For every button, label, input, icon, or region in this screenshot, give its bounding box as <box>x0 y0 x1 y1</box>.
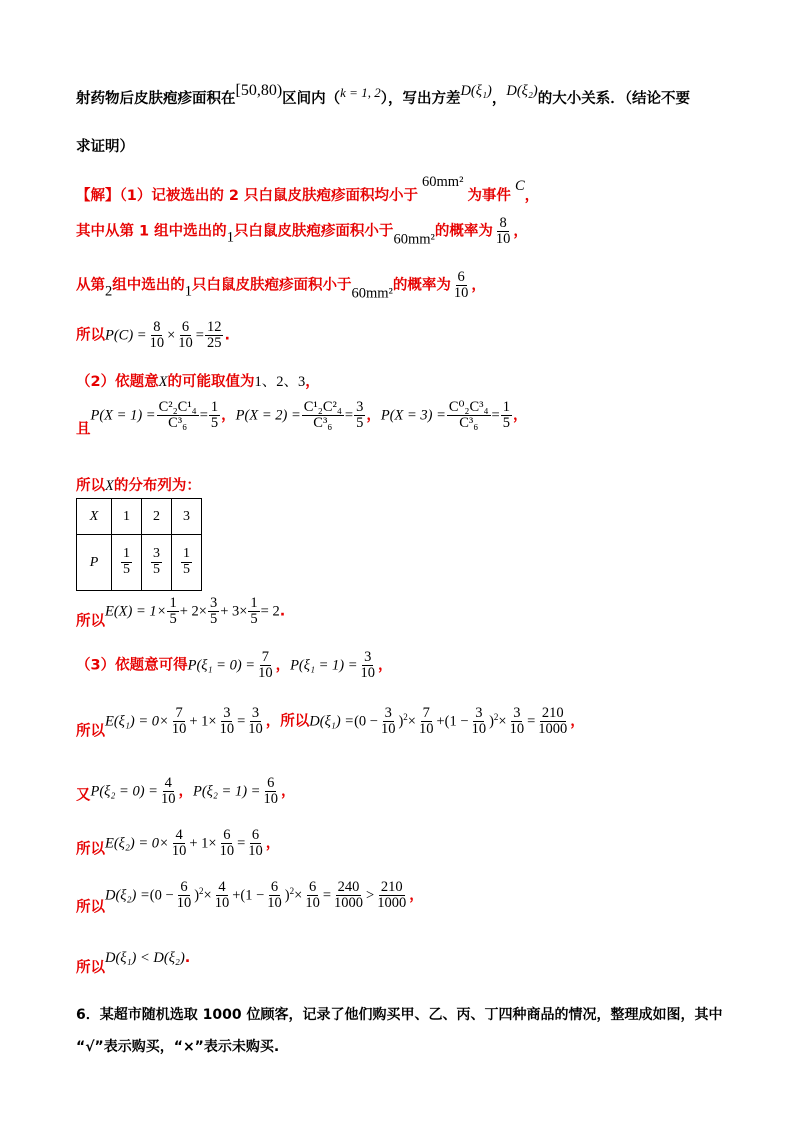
solution-part2-intro <box>76 370 320 391</box>
unit: 60mm² <box>422 174 464 190</box>
text: 所以 <box>76 841 105 858</box>
text: “√”表示购买，“×”表示未购买. <box>76 1039 280 1055</box>
text: ， <box>409 887 424 904</box>
exponent: 2 <box>403 711 408 722</box>
fraction: $\frac{6}{10}$ <box>263 775 278 808</box>
fraction: $\frac{3}{5}$ <box>356 399 364 432</box>
event-c: C <box>514 178 525 194</box>
text: ， <box>275 657 291 674</box>
solution-part3-xi2-expectation <box>76 828 280 859</box>
times: × <box>294 887 303 904</box>
text: ， <box>221 407 236 424</box>
table-cell: X <box>77 499 112 535</box>
fraction: $\frac{3}{10}$ <box>471 705 487 738</box>
fraction: $\frac{8}{10}$ <box>495 215 511 248</box>
fraction: $\frac{1}{5}$ <box>250 595 258 628</box>
text: ， <box>524 188 540 204</box>
plus: + <box>232 887 241 904</box>
fraction: $\frac{1}{5}$ <box>123 546 130 577</box>
prob-c: P(C) = <box>105 327 147 344</box>
p-x1: P(X = 1) = <box>90 407 156 424</box>
greater-than: > <box>366 887 375 904</box>
fraction: $\frac{7}{10}$ <box>418 705 434 738</box>
result: = 2 <box>260 603 280 620</box>
solution-part3-xi1 <box>76 706 585 741</box>
expectation: E(ξ₂) = 0× <box>105 835 169 852</box>
term: + 1× <box>189 713 217 730</box>
text: 的可能取值为 <box>167 374 255 390</box>
equals: = <box>344 407 354 424</box>
text: . <box>279 603 286 620</box>
variance-relation: D(ξ₁) < D(ξ₂) <box>105 950 185 966</box>
prob: P(ξ₂ = 0) = <box>90 783 158 800</box>
text: 所以 <box>76 327 105 344</box>
text: ， <box>280 783 296 800</box>
prob: P(ξ₁ = 0) = <box>187 657 256 674</box>
text: ， <box>178 783 193 800</box>
group-num: 2 <box>105 283 113 300</box>
exponent: 2 <box>493 711 499 722</box>
fraction: $\frac{6}{10}$ <box>453 269 469 302</box>
equals: = <box>199 407 208 424</box>
text: 又 <box>76 787 91 804</box>
text: 且 <box>76 421 91 438</box>
fraction: $\frac{1}{5}$ <box>169 595 177 628</box>
plus: + <box>436 713 445 730</box>
text: ， <box>378 657 393 674</box>
text: 所以 <box>76 899 105 916</box>
var-x: X <box>158 374 168 390</box>
table-cell: 3 <box>172 499 202 535</box>
fraction: $\frac{3}{5}$ <box>209 595 218 628</box>
term: + 3× <box>220 603 248 620</box>
term: (1 − <box>240 887 265 904</box>
fraction: $\frac{\text{C²₂C¹₄}}{\text{C³₆}}$ <box>158 399 197 432</box>
text: ， <box>265 835 281 852</box>
solution-part1-result <box>76 320 230 351</box>
k-values: k = 1, 2 <box>340 85 381 100</box>
unit: 60mm² <box>393 231 435 248</box>
text: . <box>224 327 230 344</box>
fraction: $\frac{210}{1000}$ <box>538 705 568 738</box>
times: × <box>407 713 416 730</box>
fraction: $\frac{7}{10}$ <box>171 705 187 738</box>
paren: ) <box>489 713 494 730</box>
fraction: $\frac{1}{5}$ <box>502 399 510 432</box>
fraction: $\frac{3}{10}$ <box>509 705 525 738</box>
count: 1 <box>226 229 234 246</box>
text: ， <box>491 91 507 107</box>
table-cell: 1 <box>112 499 142 535</box>
fraction: $\frac{6}{10}$ <box>305 879 320 912</box>
solution-part2-expectation <box>76 596 285 631</box>
p-x2: P(X = 2) = <box>235 407 301 424</box>
fraction: $\frac{\text{C⁰₂C³₄}}{\text{C³₆}}$ <box>448 399 489 432</box>
expectation: E(X) = 1× <box>105 603 167 620</box>
term: (0 − <box>149 887 174 904</box>
fraction: $\frac{240}{1000}$ <box>334 879 364 912</box>
text: 射药物后皮肤疱疹面积在 <box>76 91 236 107</box>
text: 所以 <box>76 613 105 630</box>
variance: D(ξ₁) = <box>309 713 355 730</box>
times: × <box>203 887 212 904</box>
paren: ) <box>398 713 404 730</box>
paren: ) <box>194 887 200 904</box>
p-x3: P(X = 3) = <box>380 407 446 424</box>
fraction: $\frac{3}{10}$ <box>380 705 396 738</box>
equals: = <box>491 407 500 424</box>
text: 的分布列为： <box>113 478 201 494</box>
text: . <box>184 950 191 966</box>
table-cell <box>142 535 172 591</box>
fraction: $\frac{6}{10}$ <box>248 827 263 860</box>
prob: P(ξ₂ = 1) = <box>192 783 261 800</box>
interval: [50,80) <box>235 82 283 99</box>
fraction: $\frac{6}{10}$ <box>176 879 192 912</box>
fraction: $\frac{3}{10}$ <box>219 705 235 738</box>
text: ），写出方差 <box>380 91 461 107</box>
variance-xi2: D(ξ₂) <box>506 83 538 99</box>
equals: = <box>322 887 332 904</box>
text: 只白鼠皮肤疱疹面积小于 <box>192 277 352 294</box>
text: 的大小关系．（结论不要 <box>537 91 690 107</box>
fraction: $\frac{1}{5}$ <box>210 399 219 432</box>
term: + 2× <box>179 603 207 620</box>
unit: 60mm² <box>351 285 393 302</box>
text: 所以 <box>76 723 105 740</box>
text: 6．某超市随机选取 1000 位顾客，记录了他们购买甲、乙、丙、丁四种商品的情况，整理成如图，其中 <box>76 1007 723 1023</box>
text: 的概率为 <box>392 277 451 294</box>
text: 区间内（ <box>282 91 341 107</box>
fraction: $\frac{3}{10}$ <box>360 649 376 682</box>
text: ， <box>366 407 381 424</box>
question-6-line1 <box>76 1004 722 1024</box>
fraction: $\frac{4}{10}$ <box>214 879 230 912</box>
fraction: $\frac{12}{25}$ <box>206 319 222 352</box>
table-cell <box>172 535 202 591</box>
equals: = <box>195 327 204 344</box>
solution-part3-xi2-probs <box>76 776 295 807</box>
solution-part1-group2 <box>76 270 486 303</box>
text: ， <box>471 277 486 294</box>
prob: P(ξ₁ = 1) = <box>290 657 358 674</box>
times: × <box>498 713 507 730</box>
solution-part3-xi2-variance <box>76 880 424 917</box>
text: 的概率为 <box>434 223 493 240</box>
text: 所以 <box>76 478 105 494</box>
solution-part1-intro <box>76 174 539 205</box>
fraction: $\frac{210}{1000}$ <box>377 879 407 912</box>
solution-part2-table-caption <box>76 474 201 495</box>
var-x: X <box>105 478 114 494</box>
count: 1 <box>184 283 192 300</box>
term: + 1× <box>189 835 217 852</box>
term: (0 − <box>354 713 378 730</box>
solution-part2-probs <box>76 400 527 439</box>
distribution-table <box>76 498 202 591</box>
table-row <box>77 499 202 535</box>
text: 【解】（1）记被选出的 2 只白鼠皮肤疱疹面积均小于 <box>76 188 419 204</box>
expectation: E(ξ₁) = 0× <box>105 713 169 730</box>
fraction: $\frac{3}{5}$ <box>153 546 160 577</box>
fraction: $\frac{6}{10}$ <box>219 827 235 860</box>
solution-part3-intro <box>76 650 393 681</box>
text: （2）依题意 <box>76 374 159 390</box>
text: 组中选出的 <box>112 277 185 294</box>
exponent: 2 <box>199 885 204 896</box>
variance-xi1: D(ξ₁) <box>460 83 492 99</box>
equals: = <box>237 713 246 730</box>
table-cell: P <box>77 535 112 591</box>
fraction: $\frac{3}{10}$ <box>248 705 263 738</box>
fraction: $\frac{4}{10}$ <box>171 827 187 860</box>
question-continuation-line-2 <box>76 135 134 156</box>
text: ， <box>305 374 320 390</box>
table-cell: 2 <box>142 499 172 535</box>
fraction: $\frac{\text{C¹₂C²₄}}{\text{C³₆}}$ <box>303 399 342 432</box>
question-continuation-line <box>76 82 690 108</box>
equals: = <box>237 835 246 852</box>
exponent: 2 <box>289 885 295 896</box>
fraction: $\frac{1}{5}$ <box>183 546 190 577</box>
term: (1 − <box>444 713 469 730</box>
equals: = <box>527 713 536 730</box>
text: ， <box>512 407 528 424</box>
text: 从第 <box>76 277 105 294</box>
solution-part1-group1 <box>76 216 528 249</box>
text: 只白鼠皮肤疱疹面积小于 <box>233 223 394 240</box>
fraction: $\frac{8}{10}$ <box>149 319 165 352</box>
table-row <box>77 535 202 591</box>
fraction: $\frac{6}{10}$ <box>267 879 282 912</box>
values: 1、2、3 <box>254 374 306 390</box>
text: ， <box>513 223 528 240</box>
variance: D(ξ₂) = <box>105 887 150 904</box>
text: ， <box>570 713 585 730</box>
fraction: $\frac{6}{10}$ <box>178 319 193 352</box>
paren: ) <box>284 887 290 904</box>
fraction: $\frac{4}{10}$ <box>160 775 176 808</box>
text: ，所以 <box>265 713 310 730</box>
text: 求证明） <box>76 139 134 155</box>
table-cell <box>112 535 142 591</box>
fraction: $\frac{7}{10}$ <box>258 649 273 682</box>
text: 为事件 <box>467 188 511 204</box>
text: 所以 <box>76 960 105 976</box>
times: × <box>167 327 176 344</box>
text: 其中从第 1 组中选出的 <box>76 223 227 240</box>
text: （3）依题意可得 <box>76 657 188 674</box>
question-6-line2 <box>76 1036 279 1056</box>
solution-part3-conclusion <box>76 950 190 977</box>
